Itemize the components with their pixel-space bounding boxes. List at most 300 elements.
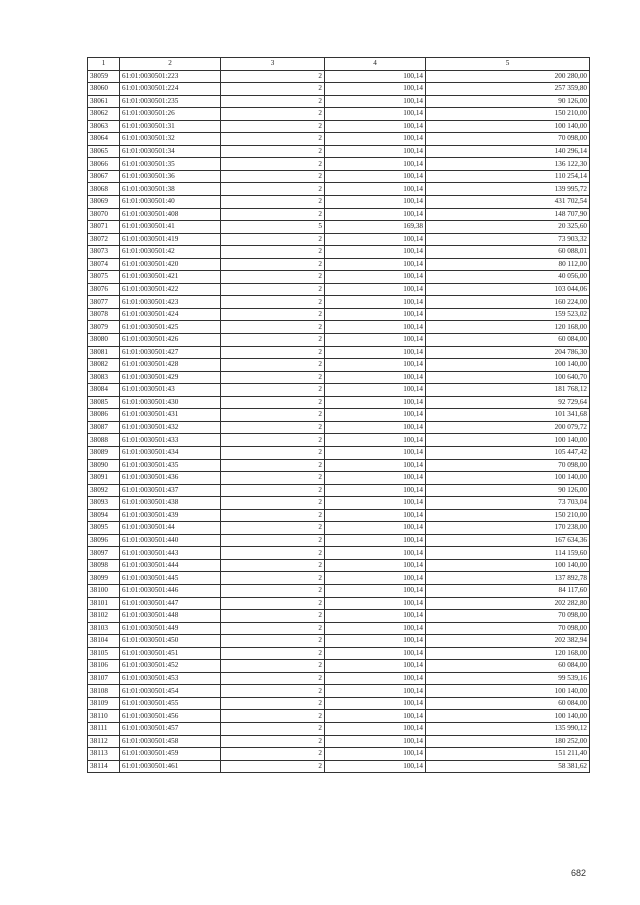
table-row xyxy=(88,584,590,597)
table-cell: 2 xyxy=(221,534,325,547)
table-cell: 100,14 xyxy=(325,434,426,447)
table-row xyxy=(88,283,590,296)
table-cell: 2 xyxy=(221,296,325,309)
table-cell: 61:01:0030501:223 xyxy=(120,70,221,83)
table-cell: 61:01:0030501:434 xyxy=(120,446,221,459)
table-cell: 100,14 xyxy=(325,170,426,183)
table-cell: 150 210,00 xyxy=(426,509,590,522)
table-cell: 100,14 xyxy=(325,334,426,347)
table-cell: 61:01:0030501:439 xyxy=(120,509,221,522)
table-cell: 61:01:0030501:436 xyxy=(120,472,221,485)
table-row xyxy=(88,610,590,623)
table-cell: 2 xyxy=(221,246,325,259)
table-cell: 61:01:0030501:430 xyxy=(120,396,221,409)
table-cell: 38091 xyxy=(88,472,120,485)
table-cell: 100,14 xyxy=(325,534,426,547)
table-cell: 61:01:0030501:32 xyxy=(120,133,221,146)
table-cell: 2 xyxy=(221,83,325,96)
table-cell: 100,14 xyxy=(325,258,426,271)
table-cell: 38067 xyxy=(88,170,120,183)
table-cell: 5 xyxy=(221,221,325,234)
table-cell: 2 xyxy=(221,710,325,723)
table-cell: 2 xyxy=(221,660,325,673)
table-row xyxy=(88,296,590,309)
table-cell: 100,14 xyxy=(325,409,426,422)
table-row xyxy=(88,70,590,83)
table-cell: 2 xyxy=(221,459,325,472)
table-cell: 61:01:0030501:425 xyxy=(120,321,221,334)
table-cell: 38104 xyxy=(88,635,120,648)
table-row xyxy=(88,95,590,108)
table-cell: 61:01:0030501:451 xyxy=(120,647,221,660)
table-cell: 100,14 xyxy=(325,459,426,472)
table-header-row xyxy=(88,58,590,71)
table-cell: 2 xyxy=(221,509,325,522)
table-cell: 38081 xyxy=(88,346,120,359)
table-cell: 38075 xyxy=(88,271,120,284)
table-cell: 100,14 xyxy=(325,120,426,133)
table-cell: 38100 xyxy=(88,584,120,597)
table-cell: 100,14 xyxy=(325,710,426,723)
table-cell: 61:01:0030501:38 xyxy=(120,183,221,196)
table-cell: 61:01:0030501:440 xyxy=(120,534,221,547)
table-cell: 70 098,00 xyxy=(426,622,590,635)
table-cell: 38098 xyxy=(88,559,120,572)
table-cell: 61:01:0030501:458 xyxy=(120,735,221,748)
table-cell: 151 211,40 xyxy=(426,748,590,761)
table-row xyxy=(88,208,590,221)
table-cell: 61:01:0030501:43 xyxy=(120,384,221,397)
table-cell: 200 280,00 xyxy=(426,70,590,83)
table-cell: 2 xyxy=(221,421,325,434)
table-cell: 2 xyxy=(221,647,325,660)
table-cell: 100,14 xyxy=(325,145,426,158)
table-cell: 61:01:0030501:34 xyxy=(120,145,221,158)
table-cell: 61:01:0030501:456 xyxy=(120,710,221,723)
table-row xyxy=(88,484,590,497)
table-cell: 70 098,00 xyxy=(426,133,590,146)
table-cell: 100,14 xyxy=(325,133,426,146)
table-cell: 38099 xyxy=(88,572,120,585)
table-cell: 90 126,00 xyxy=(426,484,590,497)
table-row xyxy=(88,334,590,347)
table-cell: 100,14 xyxy=(325,672,426,685)
table-row xyxy=(88,196,590,209)
table-cell: 61:01:0030501:447 xyxy=(120,597,221,610)
table-row xyxy=(88,384,590,397)
table-cell: 61:01:0030501:445 xyxy=(120,572,221,585)
table-row xyxy=(88,685,590,698)
table-cell: 38074 xyxy=(88,258,120,271)
table-cell: 61:01:0030501:31 xyxy=(120,120,221,133)
table-row xyxy=(88,359,590,372)
table-cell: 2 xyxy=(221,559,325,572)
table-cell: 20 325,60 xyxy=(426,221,590,234)
table-cell: 38063 xyxy=(88,120,120,133)
table-row xyxy=(88,509,590,522)
table-cell: 38064 xyxy=(88,133,120,146)
table-cell: 60 084,00 xyxy=(426,660,590,673)
table-cell: 100 140,00 xyxy=(426,120,590,133)
table-cell: 101 341,68 xyxy=(426,409,590,422)
table-cell: 38077 xyxy=(88,296,120,309)
table-row xyxy=(88,271,590,284)
table-cell: 2 xyxy=(221,635,325,648)
table-cell: 100,14 xyxy=(325,196,426,209)
table-cell: 38059 xyxy=(88,70,120,83)
table-cell: 2 xyxy=(221,133,325,146)
table-cell: 38110 xyxy=(88,710,120,723)
table-cell: 2 xyxy=(221,308,325,321)
table-cell: 100 140,00 xyxy=(426,472,590,485)
table-cell: 84 117,60 xyxy=(426,584,590,597)
table-cell: 100,14 xyxy=(325,208,426,221)
table-cell: 2 xyxy=(221,584,325,597)
table-cell: 38089 xyxy=(88,446,120,459)
table-cell: 150 210,00 xyxy=(426,108,590,121)
table-cell: 100,14 xyxy=(325,158,426,171)
table-row xyxy=(88,635,590,648)
table-cell: 100,14 xyxy=(325,308,426,321)
table-cell: 100,14 xyxy=(325,647,426,660)
table-cell: 38114 xyxy=(88,760,120,773)
table-cell: 100,14 xyxy=(325,283,426,296)
table-cell: 148 707,90 xyxy=(426,208,590,221)
table-cell: 38088 xyxy=(88,434,120,447)
table-row xyxy=(88,396,590,409)
table-cell: 61:01:0030501:444 xyxy=(120,559,221,572)
table-row xyxy=(88,446,590,459)
table-cell: 100,14 xyxy=(325,584,426,597)
table-cell: 61:01:0030501:438 xyxy=(120,497,221,510)
table-row xyxy=(88,83,590,96)
table-cell: 61:01:0030501:431 xyxy=(120,409,221,422)
table-cell: 2 xyxy=(221,685,325,698)
table-cell: 38106 xyxy=(88,660,120,673)
table-cell: 2 xyxy=(221,446,325,459)
table-cell: 61:01:0030501:423 xyxy=(120,296,221,309)
table-cell: 100,14 xyxy=(325,421,426,434)
table-cell: 431 702,54 xyxy=(426,196,590,209)
table-cell: 38113 xyxy=(88,748,120,761)
table-cell: 61:01:0030501:449 xyxy=(120,622,221,635)
table-cell: 2 xyxy=(221,384,325,397)
table-cell: 61:01:0030501:450 xyxy=(120,635,221,648)
table-cell: 61:01:0030501:443 xyxy=(120,547,221,560)
table-cell: 38071 xyxy=(88,221,120,234)
table-cell: 100,14 xyxy=(325,271,426,284)
table-cell: 170 238,00 xyxy=(426,522,590,535)
table-cell: 100,14 xyxy=(325,722,426,735)
table-cell: 38078 xyxy=(88,308,120,321)
table-cell: 70 098,00 xyxy=(426,459,590,472)
table-row xyxy=(88,321,590,334)
table-row xyxy=(88,183,590,196)
table-row xyxy=(88,735,590,748)
table-cell: 38083 xyxy=(88,371,120,384)
table-cell: 61:01:0030501:42 xyxy=(120,246,221,259)
table-cell: 38065 xyxy=(88,145,120,158)
table-cell: 100 140,00 xyxy=(426,434,590,447)
table-cell: 100,14 xyxy=(325,610,426,623)
table-cell: 40 056,00 xyxy=(426,271,590,284)
table-cell: 61:01:0030501:422 xyxy=(120,283,221,296)
table-row xyxy=(88,421,590,434)
table-cell: 38069 xyxy=(88,196,120,209)
table-row xyxy=(88,246,590,259)
table-cell: 139 995,72 xyxy=(426,183,590,196)
table-cell: 61:01:0030501:26 xyxy=(120,108,221,121)
table-row xyxy=(88,672,590,685)
table-cell: 2 xyxy=(221,183,325,196)
table-cell: 61:01:0030501:459 xyxy=(120,748,221,761)
table-cell: 100,14 xyxy=(325,547,426,560)
table-cell: 100,14 xyxy=(325,108,426,121)
table-cell: 58 381,62 xyxy=(426,760,590,773)
table-cell: 38060 xyxy=(88,83,120,96)
table-cell: 2 xyxy=(221,735,325,748)
table-row xyxy=(88,308,590,321)
table-cell: 100,14 xyxy=(325,70,426,83)
table-cell: 2 xyxy=(221,233,325,246)
table-row xyxy=(88,559,590,572)
table-cell: 2 xyxy=(221,622,325,635)
table-cell: 100,14 xyxy=(325,559,426,572)
table-cell: 2 xyxy=(221,120,325,133)
table-cell: 2 xyxy=(221,208,325,221)
table-cell: 2 xyxy=(221,672,325,685)
table-cell: 100,14 xyxy=(325,760,426,773)
table-cell: 38102 xyxy=(88,610,120,623)
table-cell: 61:01:0030501:41 xyxy=(120,221,221,234)
table-cell: 100,14 xyxy=(325,396,426,409)
column-header-2: 2 xyxy=(120,58,221,71)
table-cell: 2 xyxy=(221,359,325,372)
table-cell: 100,14 xyxy=(325,572,426,585)
table-row xyxy=(88,346,590,359)
column-header-5: 5 xyxy=(426,58,590,71)
table-cell: 61:01:0030501:35 xyxy=(120,158,221,171)
table-cell: 2 xyxy=(221,547,325,560)
table-cell: 80 112,00 xyxy=(426,258,590,271)
table-row xyxy=(88,722,590,735)
table-cell: 136 122,30 xyxy=(426,158,590,171)
table-cell: 2 xyxy=(221,572,325,585)
table-cell: 2 xyxy=(221,396,325,409)
table-row xyxy=(88,760,590,773)
table-cell: 38061 xyxy=(88,95,120,108)
table-row xyxy=(88,409,590,422)
table-cell: 100,14 xyxy=(325,246,426,259)
table-cell: 2 xyxy=(221,95,325,108)
table-cell: 202 282,80 xyxy=(426,597,590,610)
table-cell: 38103 xyxy=(88,622,120,635)
data-table xyxy=(87,57,590,773)
page-number: 682 xyxy=(570,868,586,878)
table-cell: 2 xyxy=(221,334,325,347)
table-row xyxy=(88,133,590,146)
table-cell: 100,14 xyxy=(325,660,426,673)
table-cell: 38085 xyxy=(88,396,120,409)
table-cell: 2 xyxy=(221,70,325,83)
table-body xyxy=(88,70,590,773)
table-cell: 38066 xyxy=(88,158,120,171)
table-cell: 202 382,94 xyxy=(426,635,590,648)
table-cell: 257 359,80 xyxy=(426,83,590,96)
table-cell: 61:01:0030501:419 xyxy=(120,233,221,246)
table-cell: 204 786,30 xyxy=(426,346,590,359)
table-cell: 200 079,72 xyxy=(426,421,590,434)
table-cell: 60 084,00 xyxy=(426,697,590,710)
table-cell: 100,14 xyxy=(325,346,426,359)
table-cell: 100,14 xyxy=(325,509,426,522)
table-cell: 103 044,06 xyxy=(426,283,590,296)
table-cell: 100,14 xyxy=(325,371,426,384)
table-cell: 100,14 xyxy=(325,233,426,246)
table-cell: 61:01:0030501:454 xyxy=(120,685,221,698)
table-cell: 160 224,00 xyxy=(426,296,590,309)
table-cell: 100,14 xyxy=(325,622,426,635)
table-cell: 2 xyxy=(221,722,325,735)
table-row xyxy=(88,710,590,723)
table-cell: 100,14 xyxy=(325,183,426,196)
table-cell: 100,14 xyxy=(325,384,426,397)
table-cell: 61:01:0030501:437 xyxy=(120,484,221,497)
table-cell: 38094 xyxy=(88,509,120,522)
table-row xyxy=(88,572,590,585)
table-cell: 38108 xyxy=(88,685,120,698)
table-cell: 38087 xyxy=(88,421,120,434)
table-cell: 114 159,60 xyxy=(426,547,590,560)
table-cell: 2 xyxy=(221,597,325,610)
table-row xyxy=(88,158,590,171)
table-cell: 38079 xyxy=(88,321,120,334)
table-cell: 38096 xyxy=(88,534,120,547)
table-cell: 100,14 xyxy=(325,95,426,108)
table-cell: 100 140,00 xyxy=(426,710,590,723)
table-cell: 100,14 xyxy=(325,484,426,497)
table-cell: 38062 xyxy=(88,108,120,121)
table-cell: 61:01:0030501:461 xyxy=(120,760,221,773)
table-cell: 61:01:0030501:457 xyxy=(120,722,221,735)
table-row xyxy=(88,547,590,560)
table-cell: 61:01:0030501:426 xyxy=(120,334,221,347)
table-cell: 100,14 xyxy=(325,597,426,610)
table-row xyxy=(88,472,590,485)
table-cell: 2 xyxy=(221,409,325,422)
table-cell: 60 088,01 xyxy=(426,246,590,259)
table-cell: 61:01:0030501:36 xyxy=(120,170,221,183)
table-row xyxy=(88,622,590,635)
table-row xyxy=(88,647,590,660)
table-row xyxy=(88,534,590,547)
table-cell: 61:01:0030501:455 xyxy=(120,697,221,710)
table-row xyxy=(88,497,590,510)
table-row xyxy=(88,108,590,121)
table-cell: 100,14 xyxy=(325,697,426,710)
table-cell: 135 990,12 xyxy=(426,722,590,735)
table-cell: 2 xyxy=(221,158,325,171)
table-cell: 169,38 xyxy=(325,221,426,234)
table-cell: 38107 xyxy=(88,672,120,685)
table-row xyxy=(88,233,590,246)
table-cell: 61:01:0030501:428 xyxy=(120,359,221,372)
table-cell: 61:01:0030501:429 xyxy=(120,371,221,384)
table-cell: 137 892,78 xyxy=(426,572,590,585)
table-cell: 61:01:0030501:424 xyxy=(120,308,221,321)
table-row xyxy=(88,371,590,384)
table-cell: 38073 xyxy=(88,246,120,259)
table-cell: 61:01:0030501:420 xyxy=(120,258,221,271)
table-cell: 181 768,12 xyxy=(426,384,590,397)
table-cell: 105 447,42 xyxy=(426,446,590,459)
table-cell: 100,14 xyxy=(325,321,426,334)
table-row xyxy=(88,697,590,710)
table-cell: 61:01:0030501:44 xyxy=(120,522,221,535)
table-cell: 60 084,00 xyxy=(426,334,590,347)
table-cell: 100,14 xyxy=(325,446,426,459)
table-cell: 2 xyxy=(221,283,325,296)
table-cell: 61:01:0030501:435 xyxy=(120,459,221,472)
table-row xyxy=(88,459,590,472)
table-cell: 99 539,16 xyxy=(426,672,590,685)
table-cell: 38092 xyxy=(88,484,120,497)
table-cell: 61:01:0030501:408 xyxy=(120,208,221,221)
table-cell: 90 126,00 xyxy=(426,95,590,108)
table-cell: 100,14 xyxy=(325,296,426,309)
table-cell: 100,14 xyxy=(325,635,426,648)
table-cell: 61:01:0030501:40 xyxy=(120,196,221,209)
table-cell: 110 254,14 xyxy=(426,170,590,183)
table-cell: 2 xyxy=(221,321,325,334)
table-cell: 38086 xyxy=(88,409,120,422)
table-cell: 61:01:0030501:421 xyxy=(120,271,221,284)
table-cell: 2 xyxy=(221,697,325,710)
table-cell: 2 xyxy=(221,271,325,284)
table-cell: 2 xyxy=(221,145,325,158)
table-cell: 100 140,00 xyxy=(426,559,590,572)
table-cell: 2 xyxy=(221,346,325,359)
table-cell: 2 xyxy=(221,748,325,761)
table-cell: 61:01:0030501:452 xyxy=(120,660,221,673)
table-cell: 180 252,00 xyxy=(426,735,590,748)
table-row xyxy=(88,434,590,447)
table-cell: 2 xyxy=(221,522,325,535)
table-cell: 38080 xyxy=(88,334,120,347)
table-cell: 70 098,00 xyxy=(426,610,590,623)
table-cell: 61:01:0030501:446 xyxy=(120,584,221,597)
table-cell: 2 xyxy=(221,108,325,121)
column-header-1: 1 xyxy=(88,58,120,71)
table-cell: 61:01:0030501:433 xyxy=(120,434,221,447)
table-cell: 2 xyxy=(221,497,325,510)
table-cell: 61:01:0030501:432 xyxy=(120,421,221,434)
table-cell: 61:01:0030501:448 xyxy=(120,610,221,623)
table-cell: 100,14 xyxy=(325,522,426,535)
table-cell: 73 903,32 xyxy=(426,233,590,246)
table-cell: 38105 xyxy=(88,647,120,660)
table-cell: 38109 xyxy=(88,697,120,710)
table-cell: 2 xyxy=(221,196,325,209)
table-cell: 38111 xyxy=(88,722,120,735)
column-header-3: 3 xyxy=(221,58,325,71)
table-cell: 2 xyxy=(221,760,325,773)
table-cell: 2 xyxy=(221,610,325,623)
table-cell: 120 168,00 xyxy=(426,647,590,660)
table-cell: 38072 xyxy=(88,233,120,246)
table-cell: 73 703,04 xyxy=(426,497,590,510)
table-row xyxy=(88,120,590,133)
